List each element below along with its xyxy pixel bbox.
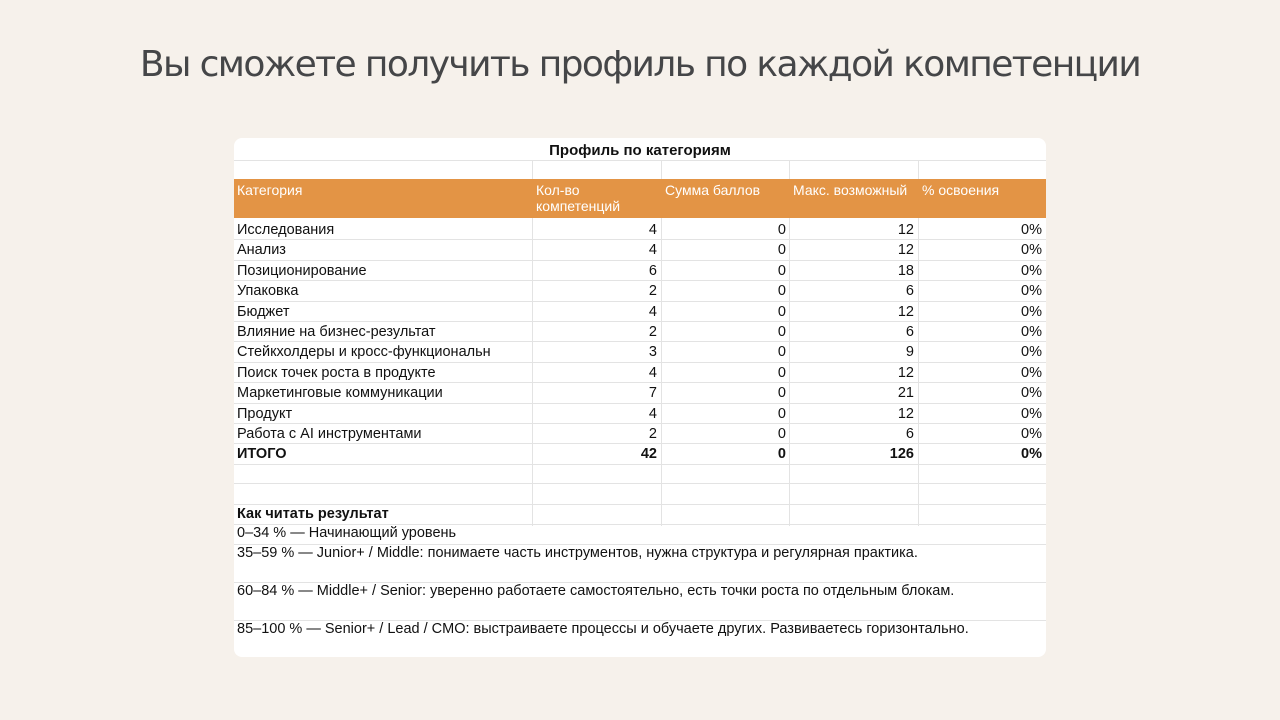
cell-category: Влияние на бизнес-результат	[237, 324, 436, 340]
cell-percent: 0%	[1021, 344, 1042, 361]
cell-sum: 0	[777, 405, 786, 422]
cell-max: 6	[905, 283, 914, 300]
cell-count: 2	[648, 324, 657, 340]
table-row	[234, 404, 1046, 424]
table-row	[234, 240, 1046, 260]
table-row	[234, 261, 1046, 281]
cell-count: 4	[648, 303, 657, 320]
cell-sum: 0	[777, 385, 786, 402]
cell-category: Поиск точек роста в продукте	[237, 364, 436, 381]
cell-category: Бюджет	[237, 303, 290, 320]
cell-count: 2	[648, 426, 657, 442]
guide-item: 85–100 % — Senior+ / Lead / CMO: выстраиваете процессы и обучаете других. Развиваетесь горизонтально.	[237, 621, 969, 637]
cell-max: 126	[889, 446, 914, 463]
cell-max: 21	[897, 385, 914, 402]
cell-category: Маркетинговые коммуникации	[237, 385, 443, 402]
cell-percent: 0%	[1021, 242, 1042, 259]
grid-line	[234, 464, 1046, 465]
cell-max: 12	[897, 405, 914, 422]
grid-line	[234, 504, 1046, 505]
cell-percent: 0%	[1021, 262, 1042, 279]
table-row	[234, 322, 1046, 342]
cell-count: 4	[648, 242, 657, 259]
cell-max: 9	[905, 344, 914, 361]
cell-max: 12	[897, 303, 914, 320]
cell-category: Продукт	[237, 405, 293, 422]
table-row	[234, 424, 1046, 444]
cell-percent: 0%	[1021, 283, 1042, 300]
cell-sum: 0	[777, 426, 786, 442]
cell-sum: 0	[777, 283, 786, 300]
table-header	[234, 179, 1046, 218]
cell-sum: 0	[777, 344, 786, 361]
cell-max: 6	[905, 324, 914, 340]
cell-max: 6	[905, 426, 914, 442]
cell-sum: 0	[777, 222, 786, 238]
cell-max: 12	[897, 242, 914, 259]
table-total-row	[234, 444, 1046, 464]
cell-percent: 0%	[1021, 446, 1042, 463]
cell-percent: 0%	[1021, 303, 1042, 320]
header-count: Кол-во компетенций	[536, 182, 621, 214]
cell-percent: 0%	[1021, 426, 1042, 442]
cell-max: 12	[897, 364, 914, 381]
table-row	[234, 281, 1046, 301]
cell-count: 42	[640, 446, 657, 463]
cell-category: Исследования	[237, 222, 335, 238]
table-row	[234, 342, 1046, 362]
grid-line	[234, 160, 1046, 161]
guide-item: 0–34 % — Начинающий уровень	[237, 525, 457, 541]
cell-percent: 0%	[1021, 364, 1042, 381]
cell-count: 4	[648, 364, 657, 381]
cell-sum: 0	[777, 324, 786, 340]
cell-count: 7	[648, 385, 657, 402]
cell-percent: 0%	[1021, 385, 1042, 402]
cell-category: Позиционирование	[237, 262, 367, 279]
cell-count: 6	[648, 262, 657, 279]
header-sum: Сумма баллов	[665, 182, 761, 198]
cell-percent: 0%	[1021, 222, 1042, 238]
cell-count: 2	[648, 283, 657, 300]
sheet-title: Профиль по категориям	[549, 142, 731, 159]
guide-item: 35–59 % — Junior+ / Middle: понимаете часть инструментов, нужна структура и регулярная практика.	[237, 545, 918, 561]
cell-category: Упаковка	[237, 283, 299, 300]
table-row	[234, 383, 1046, 403]
table-row	[234, 363, 1046, 383]
grid-line	[234, 483, 1046, 484]
header-max: Макс. возможный	[793, 182, 908, 198]
slide-headline: Вы сможете получить профиль по каждой компетенции	[139, 44, 1141, 85]
cell-category: ИТОГО	[237, 446, 287, 463]
cell-sum: 0	[777, 364, 786, 381]
cell-count: 3	[648, 344, 657, 361]
header-percent: % освоения	[922, 182, 1000, 198]
cell-count: 4	[648, 405, 657, 422]
cell-percent: 0%	[1021, 405, 1042, 422]
table-row	[234, 220, 1046, 240]
cell-sum: 0	[777, 242, 786, 259]
cell-category: Анализ	[237, 242, 286, 259]
cell-category: Стейкхолдеры и кросс-функциональн	[237, 344, 491, 361]
guide-item: 60–84 % — Middle+ / Senior: уверенно работаете самостоятельно, есть точки роста по отдельным блокам.	[237, 583, 955, 599]
guide-title: Как читать результат	[237, 506, 389, 522]
cell-count: 4	[648, 222, 657, 238]
cell-max: 18	[897, 262, 914, 279]
header-category: Категория	[237, 182, 303, 198]
cell-sum: 0	[777, 303, 786, 320]
cell-sum: 0	[777, 262, 786, 279]
cell-category: Работа с AI инструментами	[237, 426, 422, 442]
table-row	[234, 302, 1046, 322]
cell-max: 12	[897, 222, 914, 238]
cell-sum: 0	[777, 446, 786, 463]
cell-percent: 0%	[1021, 324, 1042, 340]
spreadsheet-panel	[234, 138, 1046, 657]
